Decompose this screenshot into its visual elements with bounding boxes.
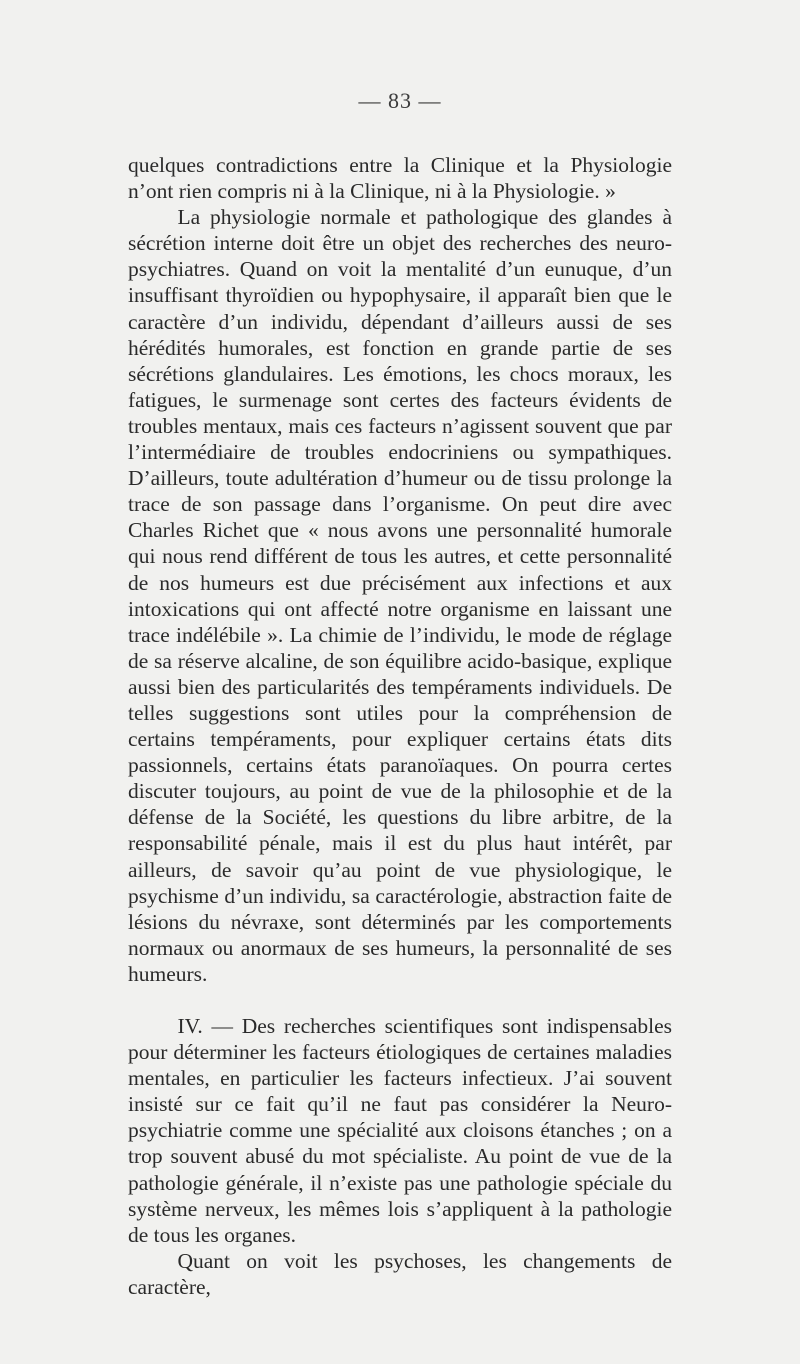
paragraph-glandes: La physiologie normale et pathologique des glandes à sécrétion interne doit être un objet des recherches des neuro-psychiatres. Quand on voit la mentalité d’un eunuque, d’un insuffisant thyroïdien ou hypophysaire, il apparaît bien que le caractère d’un individu, dépendant d’ailleurs aussi de ses hérédités humorales, est fonction en grande partie de ses sécrétions glandulaires. Les émotions, les chocs moraux, les fatigues, le surmenage sont certes des facteurs évidents de troubles mentaux, mais ces facteurs n’agissent souvent que par l’intermédiaire de troubles endocriniens ou sympathiques. D’ailleurs, toute adultération d’humeur ou de tissu prolonge la trace de son passage dans l’organisme. On peut dire avec Charles Richet que « nous avons une personnalité humorale qui nous rend différent de tous les autres, et cette personnalité de nos humeurs est due précisément aux infections et aux intoxications qui ont affecté notre organisme en laissant une trace indélébile ». La chimie de l’individu, le mode de réglage de sa réserve alcaline, de son équilibre acido-basique, explique aussi bien des particularités des tempéraments individuels. De telles suggestions sont utiles pour la compréhension de certains tempéraments, pour expliquer certains états dits passionnels, certains états paranoïaques. On pourra certes discuter toujours, au point de vue de la philosophie et de la défense de la Société, les questions du libre arbitre, de la responsabilité pénale, mais il est du plus haut intérêt, par ailleurs, de savoir qu’au point de vue physiologique, le psychisme d’un individu, sa caractérologie, abstraction faite de lésions du névraxe, sont déterminés par les comportements normaux ou anormaux de ses humeurs, la personnalité de ses humeurs. <box>128 205 672 986</box>
paragraph-section-iv: IV. — Des recherches scientifiques sont indispensables pour déterminer les facteurs étiologiques de certaines maladies mentales, en particulier les facteurs infectieux. J’ai souvent insisté sur ce fait qu’il ne faut pas considérer la Neuro-psychiatrie comme une spécialité aux cloisons étanches ; on a trop souvent abusé du mot spécialiste. Au point de vue de la pathologie générale, il n’existe pas une pathologie spéciale du système nerveux, les mêmes lois s’appliquent à la pathologie de tous les organes. <box>128 1014 672 1247</box>
paragraph-quant: Quant on voit les psychoses, les changements de caractère, <box>128 1248 672 1299</box>
paragraph-continuation: quelques contradictions entre la Clinique et la Physiologie n’ont rien compris ni à la Clinique, ni à la Physiologie. » <box>128 153 672 204</box>
page-number: — 83 — <box>358 88 442 113</box>
